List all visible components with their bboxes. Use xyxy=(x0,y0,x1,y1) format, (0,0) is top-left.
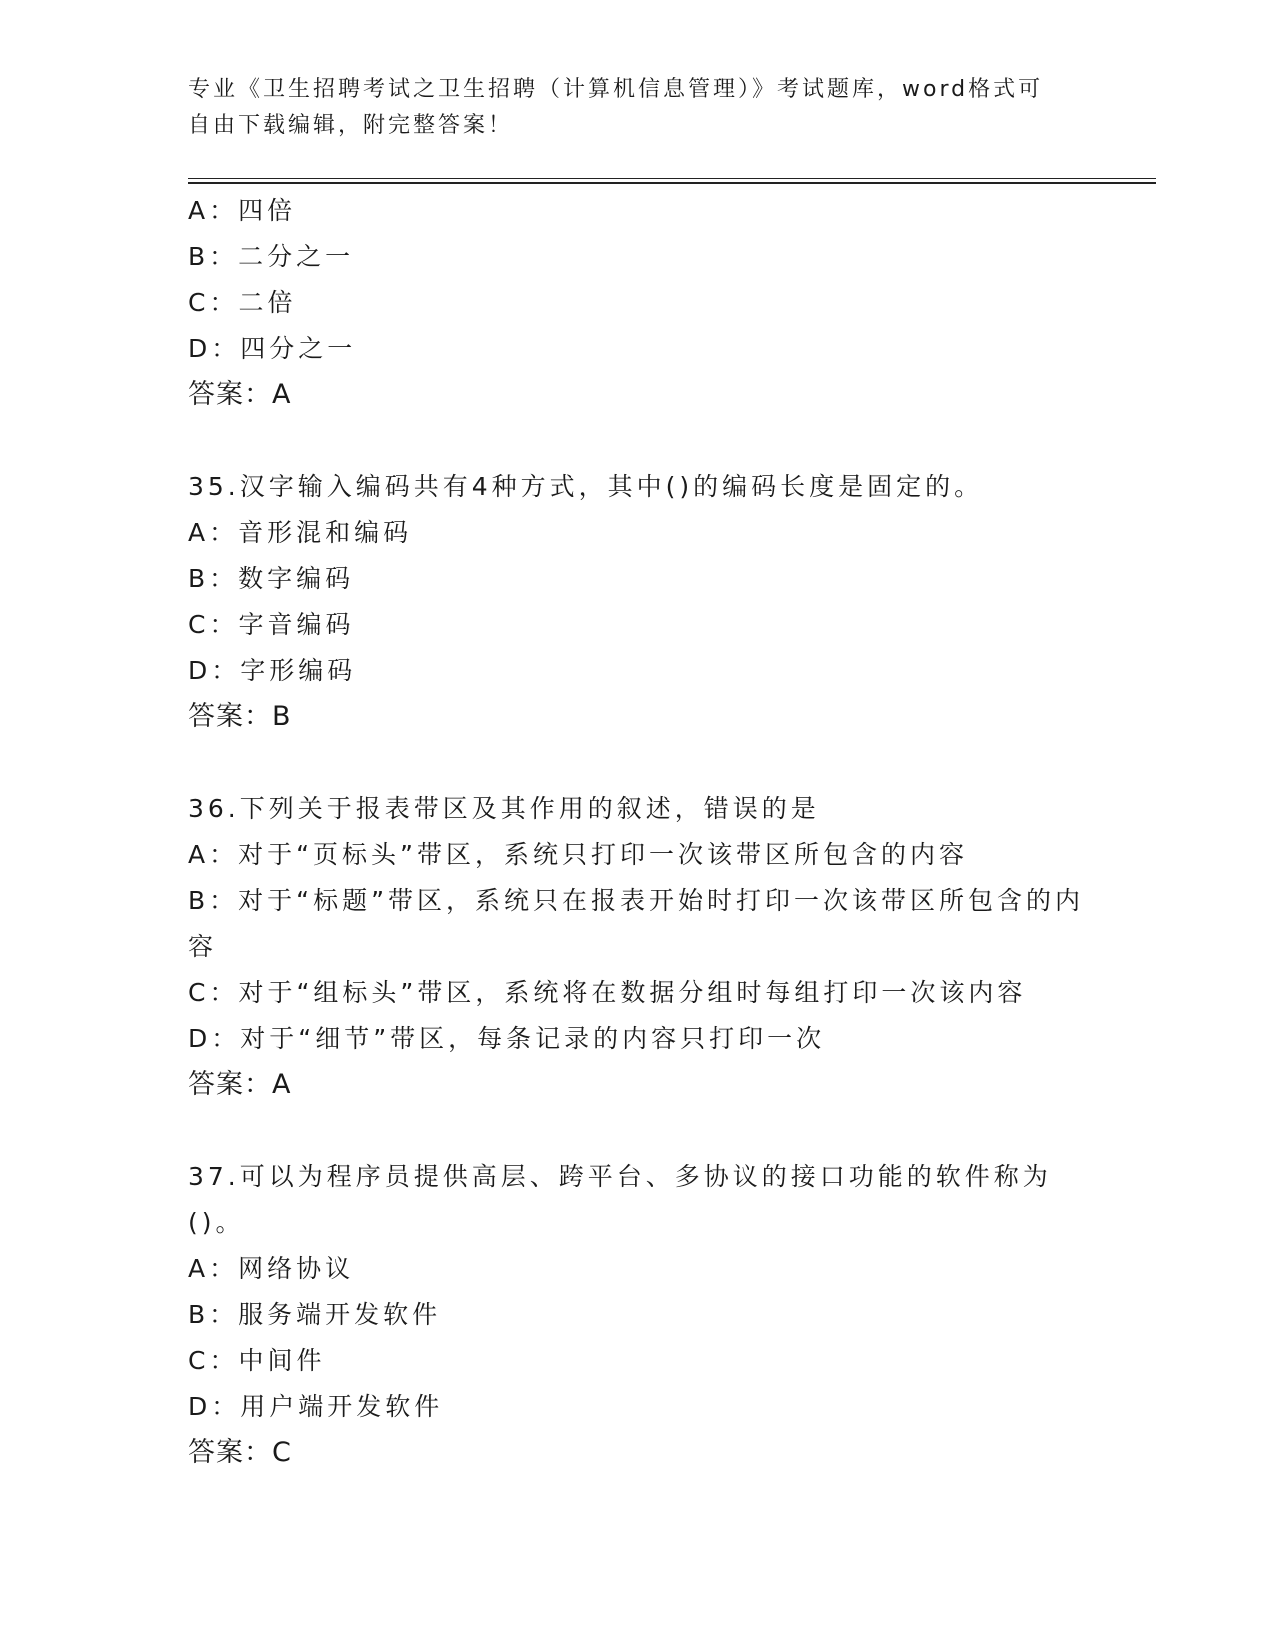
option-d: D：用户端开发软件 xyxy=(188,1392,444,1421)
answer-value: B xyxy=(272,701,292,732)
header-title: 专业《卫生招聘考试之卫生招聘（计算机信息管理）》考试题库，word格式可自由下载编辑，附完整答案！ xyxy=(188,77,1044,138)
answer-label: 答案： xyxy=(188,701,272,732)
question-block xyxy=(188,1154,1088,1476)
answer-label: 答案： xyxy=(188,379,272,410)
document-header xyxy=(188,72,1068,144)
question-block xyxy=(188,786,1088,1108)
option-a: A：网络协议 xyxy=(188,1254,355,1283)
answer-line xyxy=(188,694,1088,740)
option-a: A：音形混和编码 xyxy=(188,518,413,547)
option-b: B：数字编码 xyxy=(188,564,355,593)
option-c: C：二倍 xyxy=(188,288,297,317)
header-divider xyxy=(188,178,1156,184)
option-c: C：对于“组标头”带区，系统将在数据分组时每组打印一次该内容 xyxy=(188,978,1027,1007)
option-d: D：四分之一 xyxy=(188,334,357,363)
answer-label: 答案： xyxy=(188,1069,272,1100)
question-block xyxy=(188,464,1088,740)
option-c: C：字音编码 xyxy=(188,610,355,639)
option-b: B：对于“标题”带区，系统只在报表开始时打印一次该带区所包含的内容 xyxy=(188,886,1085,961)
option-a: A：四倍 xyxy=(188,196,297,225)
option-c: C：中间件 xyxy=(188,1346,326,1375)
answer-line xyxy=(188,1430,1088,1476)
answer-label: 答案： xyxy=(188,1437,272,1468)
option-b: B：服务端开发软件 xyxy=(188,1300,442,1329)
question-text: 37.可以为程序员提供高层、跨平台、多协议的接口功能的软件称为()。 xyxy=(188,1162,1052,1237)
question-block xyxy=(188,188,1088,418)
question-text: 35.汉字输入编码共有4种方式，其中()的编码长度是固定的。 xyxy=(188,472,984,501)
option-d: D：字形编码 xyxy=(188,656,357,685)
answer-line xyxy=(188,372,1088,418)
question-text: 36.下列关于报表带区及其作用的叙述，错误的是 xyxy=(188,794,820,823)
option-d: D：对于“细节”带区，每条记录的内容只打印一次 xyxy=(188,1024,826,1053)
answer-value: A xyxy=(272,379,292,410)
question-list xyxy=(188,188,1088,1476)
answer-value: A xyxy=(272,1069,292,1100)
answer-value: C xyxy=(272,1437,292,1468)
answer-line xyxy=(188,1062,1088,1108)
option-b: B：二分之一 xyxy=(188,242,355,271)
option-a: A：对于“页标头”带区，系统只打印一次该带区所包含的内容 xyxy=(188,840,969,869)
